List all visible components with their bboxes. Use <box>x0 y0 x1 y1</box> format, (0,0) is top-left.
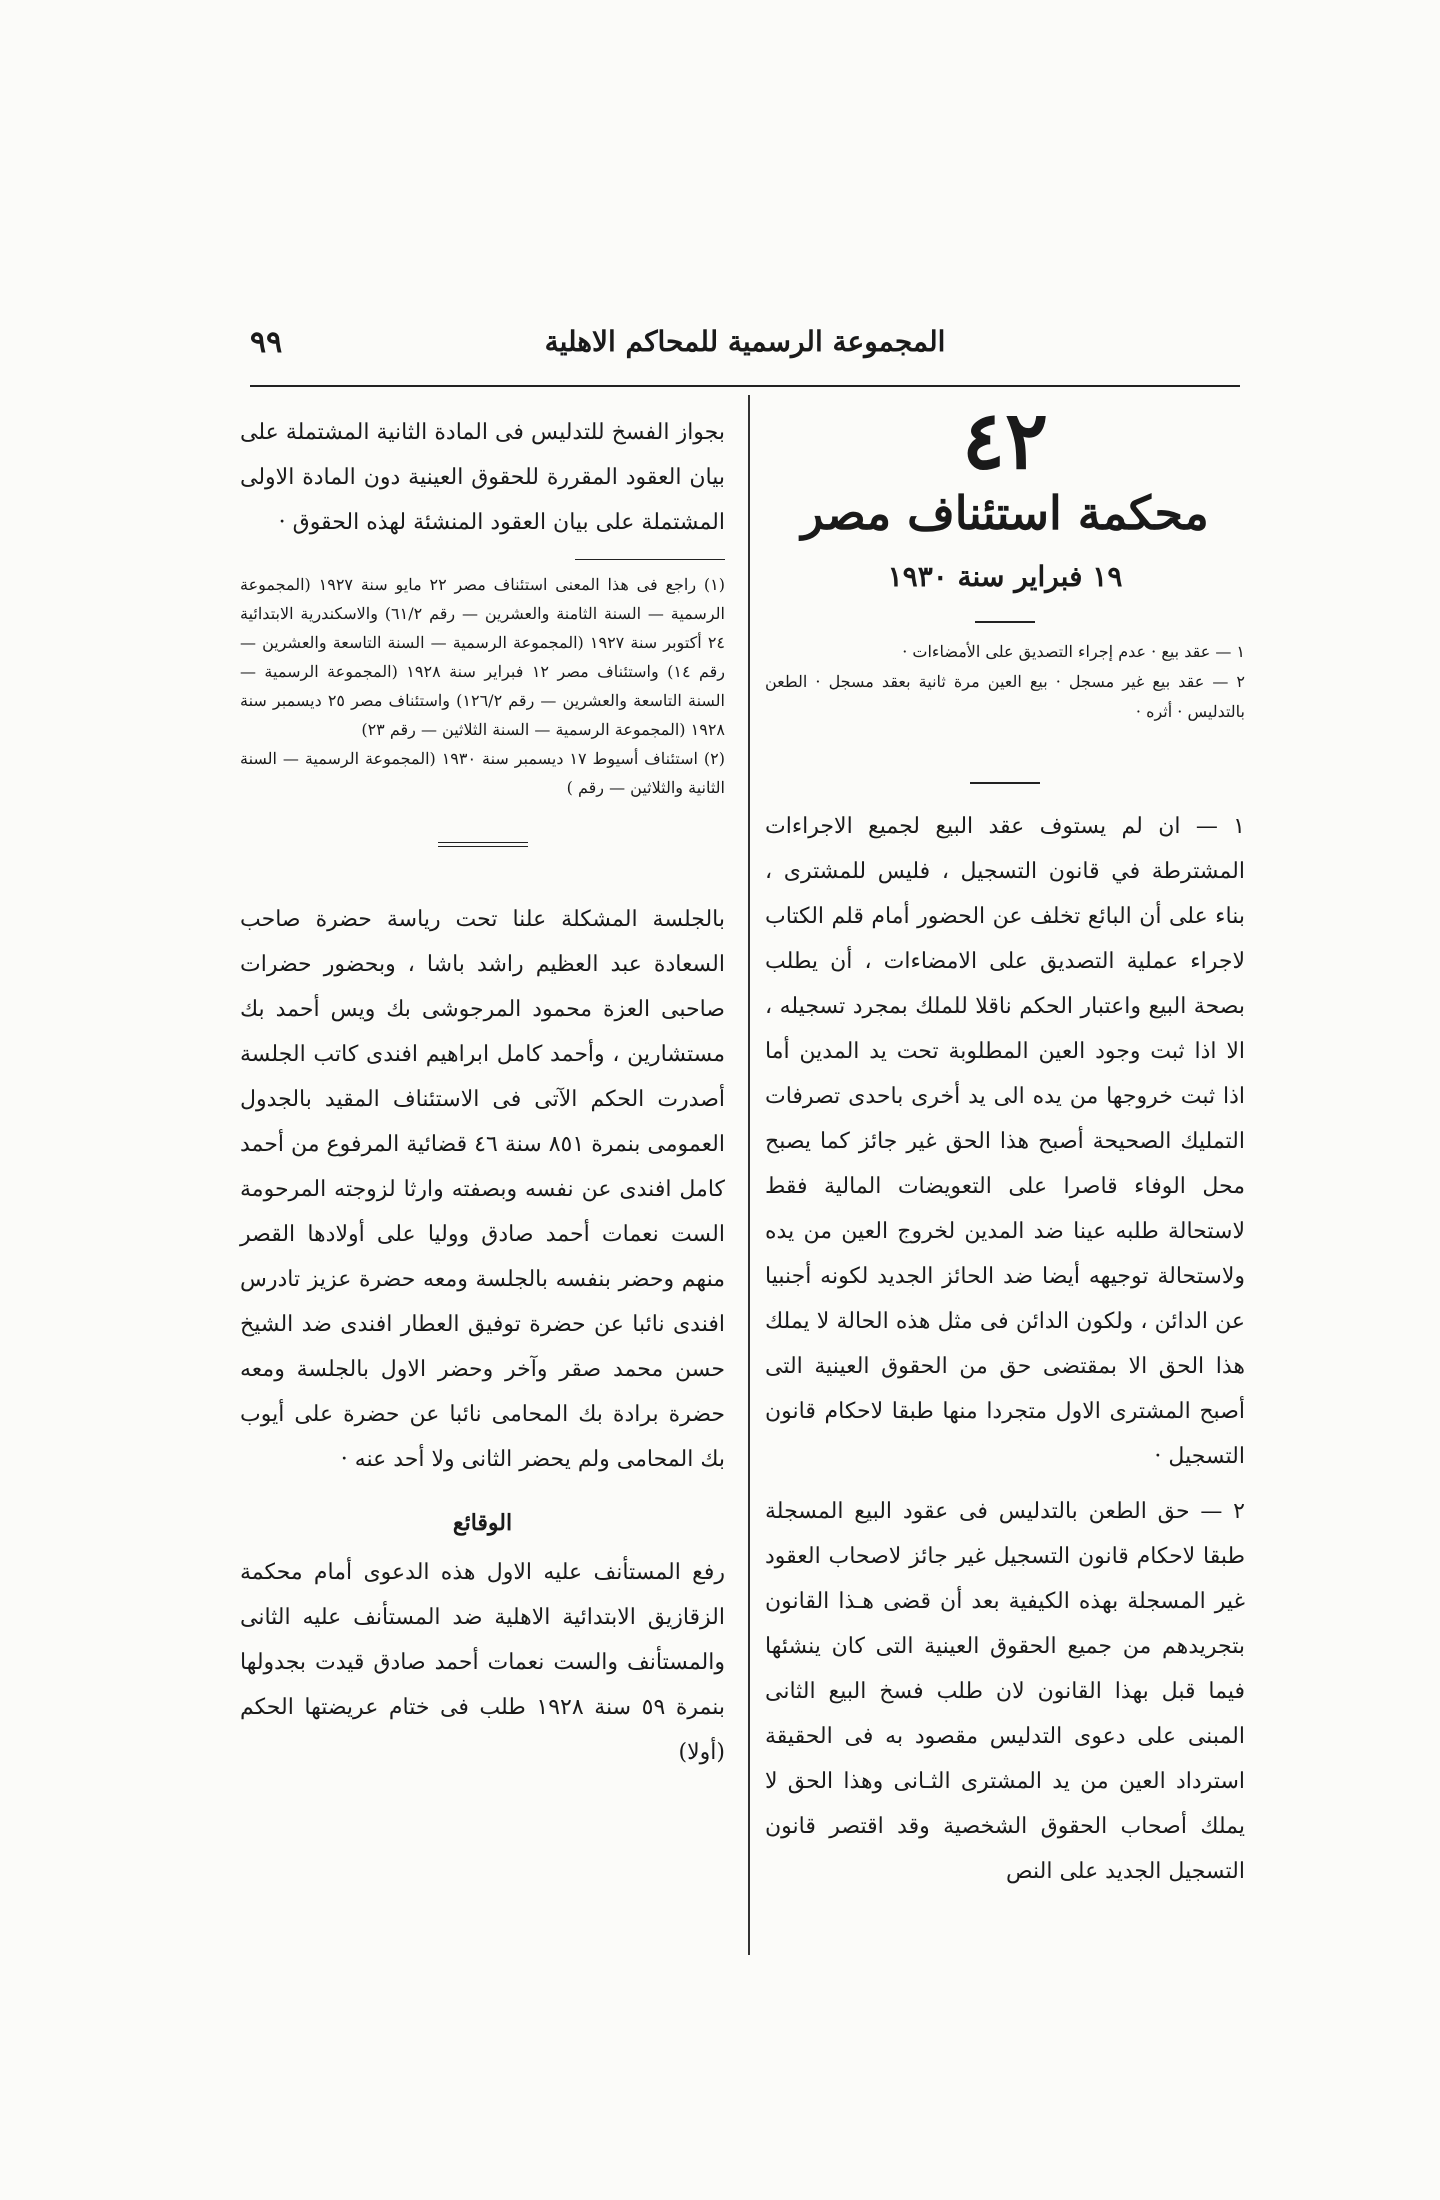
column-divider <box>748 395 750 1955</box>
footnote-rule <box>575 559 725 560</box>
divider <box>975 621 1035 623</box>
facts-paragraph: رفع المستأنف عليه الاول هذه الدعوى أمام محكمة الزقازيق الابتدائية الاهلية ضد المستأنف عليه الثانى والمستأنف والست نعمات أحمد صادق قيدت بجدولها بنمرة ٥٩ سنة ١٩٢٨ طلب فى ختام عريضتها الحكم (أولا) <box>240 1560 726 1765</box>
page-number: ٩٩ <box>250 325 283 360</box>
principle-paragraph: ٢ — حق الطعن بالتدليس فى عقود البيع المسجلة طبقا لاحكام قانون التسجيل غير جائز لاصحاب العقود غير المسجلة بهذه الكيفية بعد أن قضى هـذا القانون بتجريدهم من جميع الحقوق العينية التى كان ينشئها فيما قبل بهذا القانون لان طلب فسخ البيع الثانى المبنى على دعوى التدليس مقصود به فى الحقيقة استرداد العين من يد المشترى الثـانى وهذا الحق لا يملك أصحاب الحقوق الشخصية وقد اقتصر قانون التسجيل الجديد على النص <box>765 1499 1245 1884</box>
left-column <box>240 410 725 1785</box>
journal-title: المجموعة الرسمية للمحاكم الاهلية <box>544 325 946 358</box>
continuation-text <box>240 410 725 545</box>
court-name: محكمة استئناف مصر <box>801 486 1209 540</box>
divider <box>970 782 1040 784</box>
summary-item: ١ — عقد بيع · عدم إجراء التصديق على الأمضاءات · <box>902 642 1245 661</box>
facts-heading: الوقائع <box>452 1510 513 1536</box>
session-paragraph: بالجلسة المشكلة علنا تحت رياسة حضرة صاحب السعادة عبد العظيم راشد باشا ، وبحضور حضرات صاحبى العزة محمود المرجوشى بك ويس أحمد بك مستشارين ، وأحمد كامل ابراهيم افندى كاتب الجلسة أصدرت الحكم الآتى فى الاستئناف المقيد بالجدول العمومى بنمرة ٨٥١ سنة ٤٦ قضائية المرفوع من أحمد كامل افندى عن نفسه وبصفته وارثا لزوجته المرحومة الست نعمات أحمد صادق ووليا على أولادها القصر منهم وحضر بنفسه بالجلسة ومعه حضرة عزيز تادرس افندى نائبا عن حضرة توفيق العطار افندى ضد الشيخ حسن محمد صقر وآخر وحضر الاول بالجلسة ومعه حضرة برادة بك المحامى نائبا عن حضرة على أيوب بك المحامى ولم يحضر الثانى ولا أحد عنه · <box>240 907 725 1472</box>
double-rule <box>438 842 528 847</box>
continuation-paragraph: بجواز الفسخ للتدليس فى المادة الثانية المشتملة على بيان العقود المقررة للحقوق العينية دون المادة الاولى المشتملة على بيان العقود المنشئة لهذه الحقوق · <box>240 420 725 535</box>
footnote: (١) راجع فى هذا المعنى استئناف مصر ٢٢ مايو سنة ١٩٢٧ (المجموعة الرسمية — السنة الثامنة والعشرين — رقم ٦١/٢) والاسكندرية الابتدائية ٢٤ أكتوبر سنة ١٩٢٧ (المجموعة الرسمية — السنة التاسعة والعشرين — رقم ١٤) واستئناف مصر ١٢ فبراير سنة ١٩٢٨ (المجموعة الرسمية — السنة التاسعة والعشرين — رقم ١٢٦/٢) واستئناف مصر ٢٥ ديسمبر سنة ١٩٢٨ (المجموعة الرسمية — السنة الثلاثين — رقم ٢٣) <box>240 575 726 739</box>
summary-item: ٢ — عقد بيع غير مسجل · بيع العين مرة ثانية بعقد مسجل · الطعن بالتدليس · أثره · <box>765 672 1245 721</box>
footnote: (٢) استئناف أسيوط ١٧ ديسمبر سنة ١٩٣٠ (المجموعة الرسمية — السنة الثانية والثلاثين — رقم ) <box>240 749 725 797</box>
footnotes <box>240 570 725 802</box>
principles <box>765 804 1245 1894</box>
case-summary <box>765 637 1245 727</box>
principle-paragraph: ١ — ان لم يستوف عقد البيع لجميع الاجراءات المشترطة في قانون التسجيل ، فليس للمشترى ، بناء على أن البائع تخلف عن الحضور أمام قلم الكتاب لاجراء عملية التصديق على الامضاءات ، أن يطلب بصحة البيع واعتبار الحكم ناقلا للملك بمجرد تسجيله ، الا اذا ثبت وجود العين المطلوبة تحت يد المدين أما اذا ثبت خروجها من يده الى يد أخرى باحدى تصرفات التمليك الصحيحة أصبح هذا الحق غير جائز كما يصبح محل الوفاء قاصرا على التعويضات المالية فقط لاستحالة طلبه عينا ضد المدين لخروج العين من يده ولاستحالة توجيهه أيضا ضد الحائز الجديد لكونه أجنبيا عن الدائن ، ولكون الدائن فى مثل هذه الحالة لا يملك هذا الحق الا بمقتضى حق من الحقوق العينية التى أصبح المشترى الاول متجردا منها طبقا لاحكام قانون التسجيل · <box>765 814 1245 1469</box>
right-column <box>765 393 1245 1904</box>
page-header <box>250 325 1240 375</box>
ruling-date: ١٩ فبراير سنة ١٩٣٠ <box>887 560 1123 593</box>
session-text <box>240 897 725 1482</box>
case-number: ٤٢ <box>962 393 1048 487</box>
facts-text <box>240 1550 725 1775</box>
header-rule <box>250 385 1240 387</box>
